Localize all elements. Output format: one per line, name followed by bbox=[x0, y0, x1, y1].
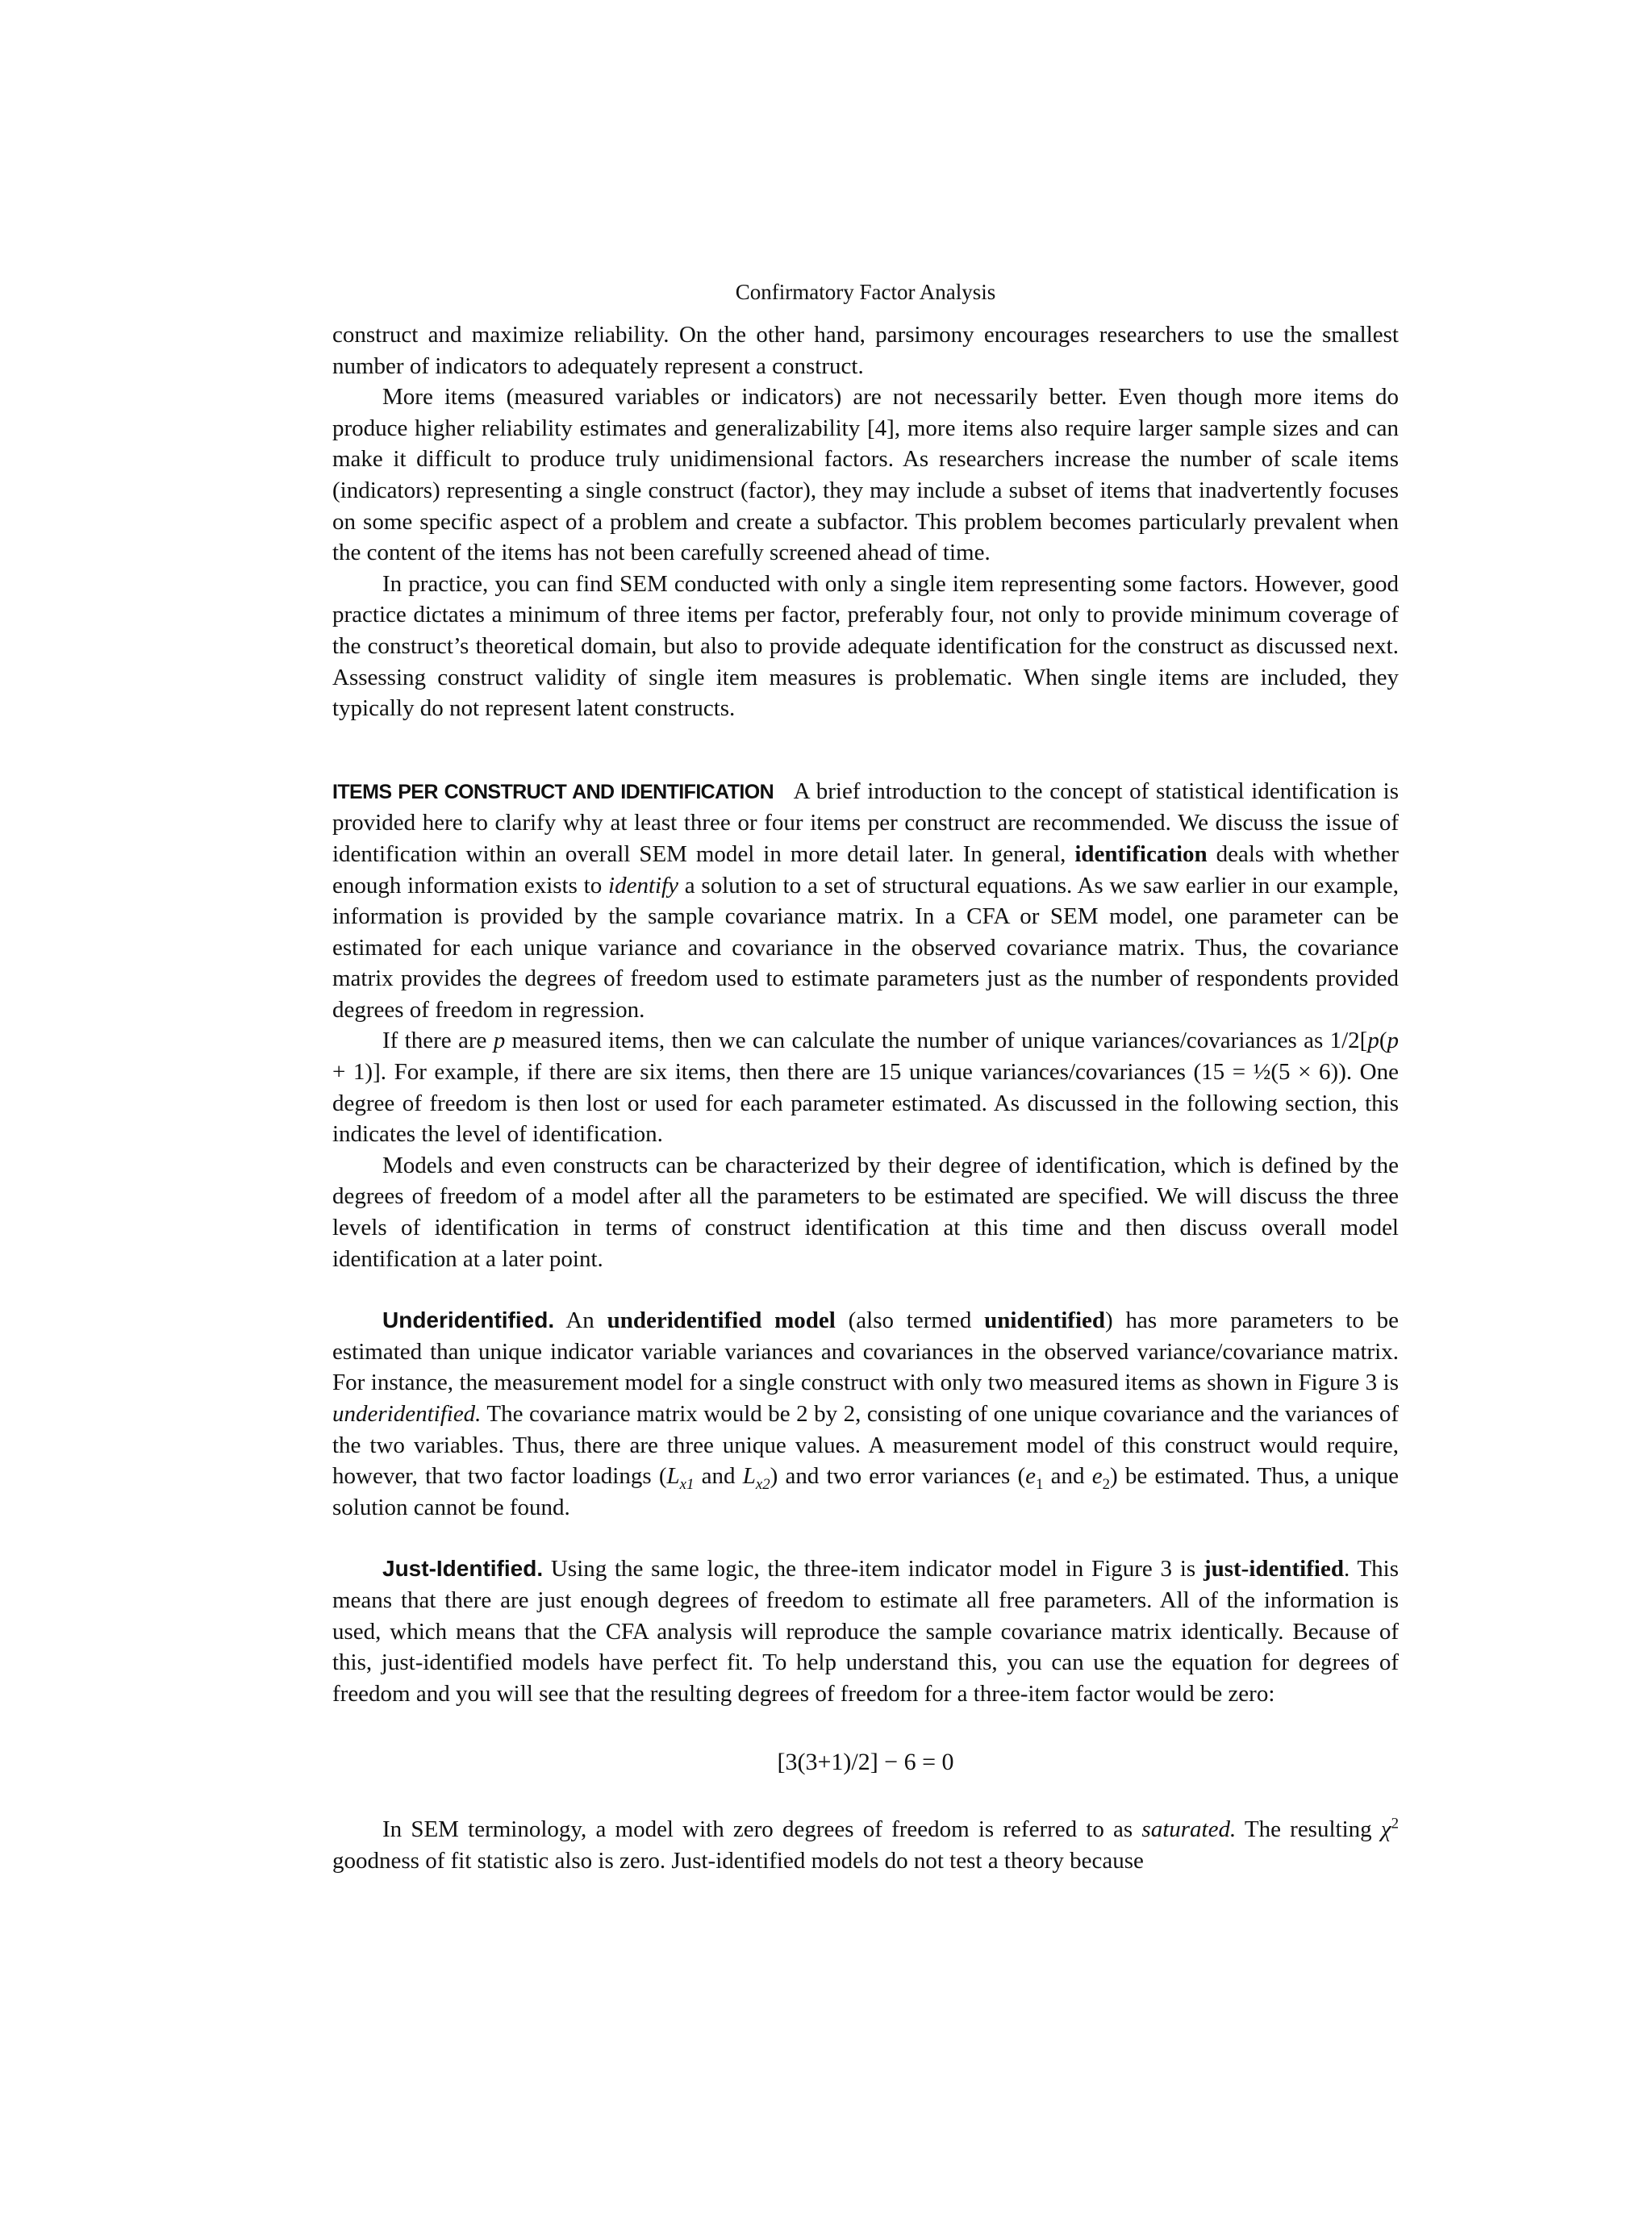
term-underidentified-model: underidentified model bbox=[607, 1307, 836, 1334]
equation-degrees-of-freedom: [3(3+1)/2] − 6 = 0 bbox=[777, 1749, 954, 1776]
paragraph-intro: construct and maximize reliability. On the other hand, parsimony encourages researchers to use the smallest number of indicators to adequately represent a construct. bbox=[332, 322, 1399, 379]
subsection-heading-underidentified: Underidentified. bbox=[382, 1307, 555, 1333]
paragraph-saturated: In SEM terminology, a model with zero degrees of freedom is referred to as saturated. The resulting $\chi^2$ goodness of fit statistic also is zero. Just-identified models do not test a theory because bbox=[332, 1815, 1400, 1874]
subsection-heading-just-identified: Just-Identified. bbox=[382, 1556, 544, 1582]
paragraph-in-practice: In practice, you can find SEM conducted with only a single item representing some factors. However, good practice dictates a minimum of three items per factor, preferably four, not only to provide minimum coverage of the construct’s theoretical domain, but also to provide adequate identification for the construct as discussed next. Assessing construct validity of single item measures is problematic. When single items are included, they typically do not represent latent constructs. bbox=[332, 570, 1399, 722]
paragraph-more-items: More items (measured variables or indicators) are not necessarily better. Even though more items do produce higher reliability estimates and generalizability [4], more items also require larger sample sizes and can make it difficult to produce truly unidimensional factors. As researchers increase the number of scale items (indicators) representing a single construct (factor), they may include a subset of items that inadvertently focuses on some specific aspect of a problem and create a subfactor. This problem becomes particularly prevalent when the content of the items has not been carefully screened ahead of time. bbox=[332, 384, 1399, 566]
term-identification: identification bbox=[1074, 840, 1208, 867]
section-just-identified: Just-Identified. Using the same logic, the three-item indicator model in Figure 3 is just-identified. This means that there are just enough degrees of freedom to estimate all free parameters. All of the information is used, which means that the CFA analysis will reproduce the sample covariance matrix identically. Because of this, just-identified models have perfect fit. To help understand this, you can use the equation for degrees of freedom and you will see that the resulting degrees of freedom for a three-item factor would be zero: bbox=[332, 1556, 1400, 1707]
running-head: Confirmatory Factor Analysis bbox=[735, 280, 996, 304]
paragraph-models-and-constructs: Models and even constructs can be characterized by their degree of identification, which is defined by the degrees of freedom of a model after all the parameters to be estimated are specified. We will discuss the three levels of identification in terms of construct identification at this time and then discuss overall model identification at a later point. bbox=[332, 1152, 1399, 1272]
term-just-identified: just-identified bbox=[1203, 1556, 1344, 1582]
paragraph-p-measured-items: If there are p measured items, then we can calculate the number of unique variances/covariances as 1/2[p(p + 1)]. For example, if there are six items, then there are 15 unique variances/covariances (15 = ½(5 × 6)). One degree of freedom is then lost or used for each parameter estimated. As discussed in the following section, this indicates the level of identification. bbox=[332, 1028, 1400, 1148]
term-identify: identify bbox=[608, 872, 678, 899]
term-saturated: saturated. bbox=[1141, 1816, 1237, 1843]
document-page bbox=[332, 279, 1399, 1877]
section-underidentified: Underidentified. An underidentified model (also termed unidentified) has more parameters to be estimated than unique indicator variable variances and covariances in the observed variance/covariance matrix. For instance, the measurement model for a single construct with only two measured items as shown in Figure 3 is underidentified. The covariance matrix would be 2 by 2, consisting of one unique covariance and the variances of the two variables. Thus, there are three unique values. A measurement model of this construct would require, however, that two factor loadings ($L_{x1}$ and $L_{x2}$) and two error variances ($e_1$ and $e_2$) be estimated. Thus, a unique solution cannot be found. bbox=[332, 1307, 1400, 1520]
chi-square-symbol: χ bbox=[1380, 1816, 1391, 1843]
term-underidentified-italic: underidentified. bbox=[332, 1401, 482, 1427]
term-unidentified: unidentified bbox=[984, 1307, 1105, 1334]
section-items-per-construct: ITEMS PER CONSTRUCT AND IDENTIFICATION A brief introduction to the concept of statistical identification is provided here to clarify why at least three or four items per construct are recommended. We discuss the issue of identification within an overall SEM model in more detail later. In general, identification deals with whether enough information exists to identify a solution to a set of structural equations. As we saw earlier in our example, information is provided by the sample covariance matrix. In a CFA or SEM model, one parameter can be estimated for each unique variance and covariance in the observed covariance matrix. Thus, the covariance matrix provides the degrees of freedom used to estimate parameters just as the number of respondents provided degrees of freedom in regression. bbox=[332, 778, 1400, 1023]
section-heading-items-per-construct: ITEMS PER CONSTRUCT AND IDENTIFICATION bbox=[332, 780, 774, 803]
